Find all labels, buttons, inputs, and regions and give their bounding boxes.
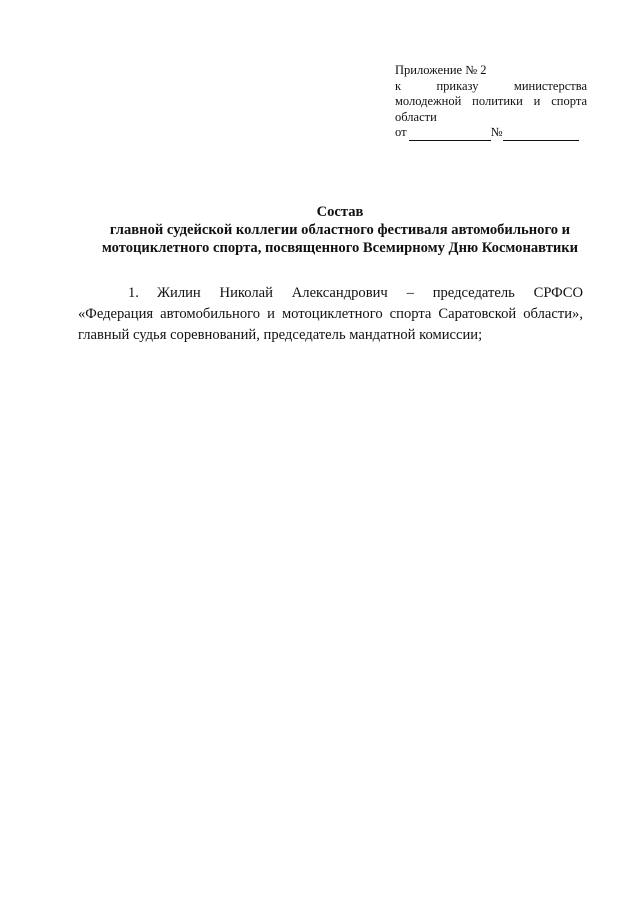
- annex-date-blank: [409, 128, 491, 141]
- annex-order-line: к приказу министерства: [395, 78, 587, 93]
- title-line-3: мотоциклетного спорта, посвященного Всемирному Дню Космонавтики: [101, 240, 579, 256]
- annex-ministry-line: молодежной политики и спорта: [395, 94, 587, 108]
- annex-number-label: №: [490, 125, 503, 139]
- annex-block: [395, 63, 587, 141]
- list-item-number: 1.: [128, 285, 139, 301]
- annex-region-line: области: [395, 109, 437, 124]
- annex-date-number-line: [395, 125, 587, 141]
- title-line-1: Состав: [316, 204, 364, 220]
- title-line-2: главной судейской коллегии областного фестиваля автомобильного и: [109, 222, 571, 238]
- list-item: [78, 283, 583, 346]
- list-item-text: Жилин Николай Александрович – председатель СРФСО «Федерация автомобильного и мотоциклетного спорта Саратовской области», главный судья соревнований, председатель мандатной комиссии;: [78, 285, 583, 343]
- annex-number-blank: [503, 128, 579, 141]
- annex-from-label: от: [395, 125, 407, 139]
- annex-title: Приложение № 2: [395, 63, 487, 77]
- document-title: [60, 203, 620, 257]
